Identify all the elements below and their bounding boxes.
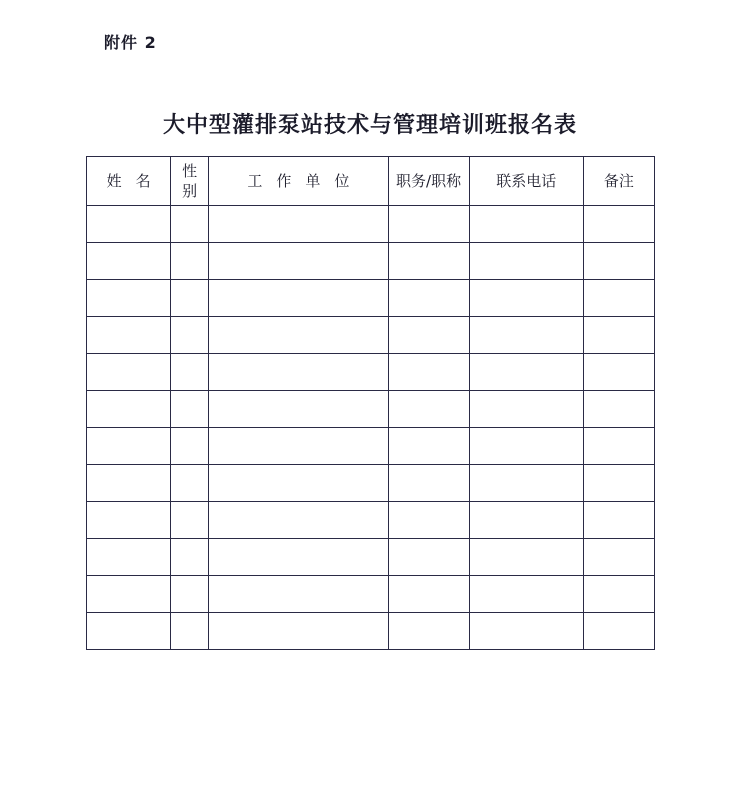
table-row bbox=[87, 539, 655, 576]
phone-cell bbox=[469, 243, 583, 280]
unit-cell bbox=[209, 354, 388, 391]
title-cell bbox=[388, 576, 469, 613]
table-row bbox=[87, 391, 655, 428]
title-cell bbox=[388, 465, 469, 502]
header-phone: 联系电话 bbox=[469, 157, 583, 206]
gender-cell bbox=[171, 539, 209, 576]
phone-cell bbox=[469, 280, 583, 317]
table-row bbox=[87, 428, 655, 465]
unit-cell bbox=[209, 576, 388, 613]
table-header-row bbox=[87, 157, 655, 206]
unit-cell bbox=[209, 539, 388, 576]
gender-cell bbox=[171, 613, 209, 650]
unit-cell bbox=[209, 317, 388, 354]
table-row bbox=[87, 613, 655, 650]
note-cell bbox=[583, 206, 654, 243]
name-cell bbox=[87, 391, 171, 428]
unit-cell bbox=[209, 243, 388, 280]
note-cell bbox=[583, 317, 654, 354]
table-row bbox=[87, 465, 655, 502]
header-unit: 工作单位 bbox=[209, 157, 388, 206]
unit-cell bbox=[209, 613, 388, 650]
note-cell bbox=[583, 502, 654, 539]
phone-cell bbox=[469, 576, 583, 613]
gender-cell bbox=[171, 576, 209, 613]
gender-cell bbox=[171, 280, 209, 317]
name-cell bbox=[87, 576, 171, 613]
gender-cell bbox=[171, 243, 209, 280]
unit-cell bbox=[209, 280, 388, 317]
phone-cell bbox=[469, 502, 583, 539]
header-title: 职务/职称 bbox=[388, 157, 469, 206]
phone-cell bbox=[469, 391, 583, 428]
note-cell bbox=[583, 243, 654, 280]
gender-cell bbox=[171, 206, 209, 243]
note-cell bbox=[583, 539, 654, 576]
phone-cell bbox=[469, 317, 583, 354]
gender-cell bbox=[171, 465, 209, 502]
name-cell bbox=[87, 465, 171, 502]
unit-cell bbox=[209, 502, 388, 539]
name-cell bbox=[87, 539, 171, 576]
title-cell bbox=[388, 243, 469, 280]
table-row bbox=[87, 502, 655, 539]
unit-cell bbox=[209, 465, 388, 502]
phone-cell bbox=[469, 465, 583, 502]
phone-cell bbox=[469, 428, 583, 465]
table-row bbox=[87, 280, 655, 317]
phone-cell bbox=[469, 354, 583, 391]
phone-cell bbox=[469, 539, 583, 576]
gender-cell bbox=[171, 354, 209, 391]
name-cell bbox=[87, 502, 171, 539]
form-title: 大中型灌排泵站技术与管理培训班报名表 bbox=[162, 112, 577, 138]
note-cell bbox=[583, 465, 654, 502]
table-row bbox=[87, 576, 655, 613]
unit-cell bbox=[209, 206, 388, 243]
header-name: 姓名 bbox=[87, 157, 171, 206]
name-cell bbox=[87, 243, 171, 280]
table-body bbox=[87, 206, 655, 650]
gender-cell bbox=[171, 317, 209, 354]
table-row bbox=[87, 243, 655, 280]
phone-cell bbox=[469, 206, 583, 243]
header-gender: 性别 bbox=[171, 157, 209, 206]
title-cell bbox=[388, 317, 469, 354]
name-cell bbox=[87, 354, 171, 391]
name-cell bbox=[87, 317, 171, 354]
note-cell bbox=[583, 428, 654, 465]
name-cell bbox=[87, 428, 171, 465]
gender-cell bbox=[171, 428, 209, 465]
header-note: 备注 bbox=[583, 157, 654, 206]
table-row bbox=[87, 354, 655, 391]
note-cell bbox=[583, 613, 654, 650]
note-cell bbox=[583, 280, 654, 317]
gender-cell bbox=[171, 502, 209, 539]
name-cell bbox=[87, 613, 171, 650]
note-cell bbox=[583, 576, 654, 613]
unit-cell bbox=[209, 391, 388, 428]
table-row bbox=[87, 317, 655, 354]
title-cell bbox=[388, 428, 469, 465]
gender-cell bbox=[171, 391, 209, 428]
name-cell bbox=[87, 280, 171, 317]
attachment-label: 附件 2 bbox=[104, 33, 157, 52]
name-cell bbox=[87, 206, 171, 243]
title-cell bbox=[388, 613, 469, 650]
title-cell bbox=[388, 502, 469, 539]
title-cell bbox=[388, 539, 469, 576]
table-row bbox=[87, 206, 655, 243]
note-cell bbox=[583, 354, 654, 391]
note-cell bbox=[583, 391, 654, 428]
title-cell bbox=[388, 280, 469, 317]
unit-cell bbox=[209, 428, 388, 465]
title-cell bbox=[388, 354, 469, 391]
title-cell bbox=[388, 391, 469, 428]
registration-table bbox=[86, 156, 655, 650]
title-cell bbox=[388, 206, 469, 243]
phone-cell bbox=[469, 613, 583, 650]
